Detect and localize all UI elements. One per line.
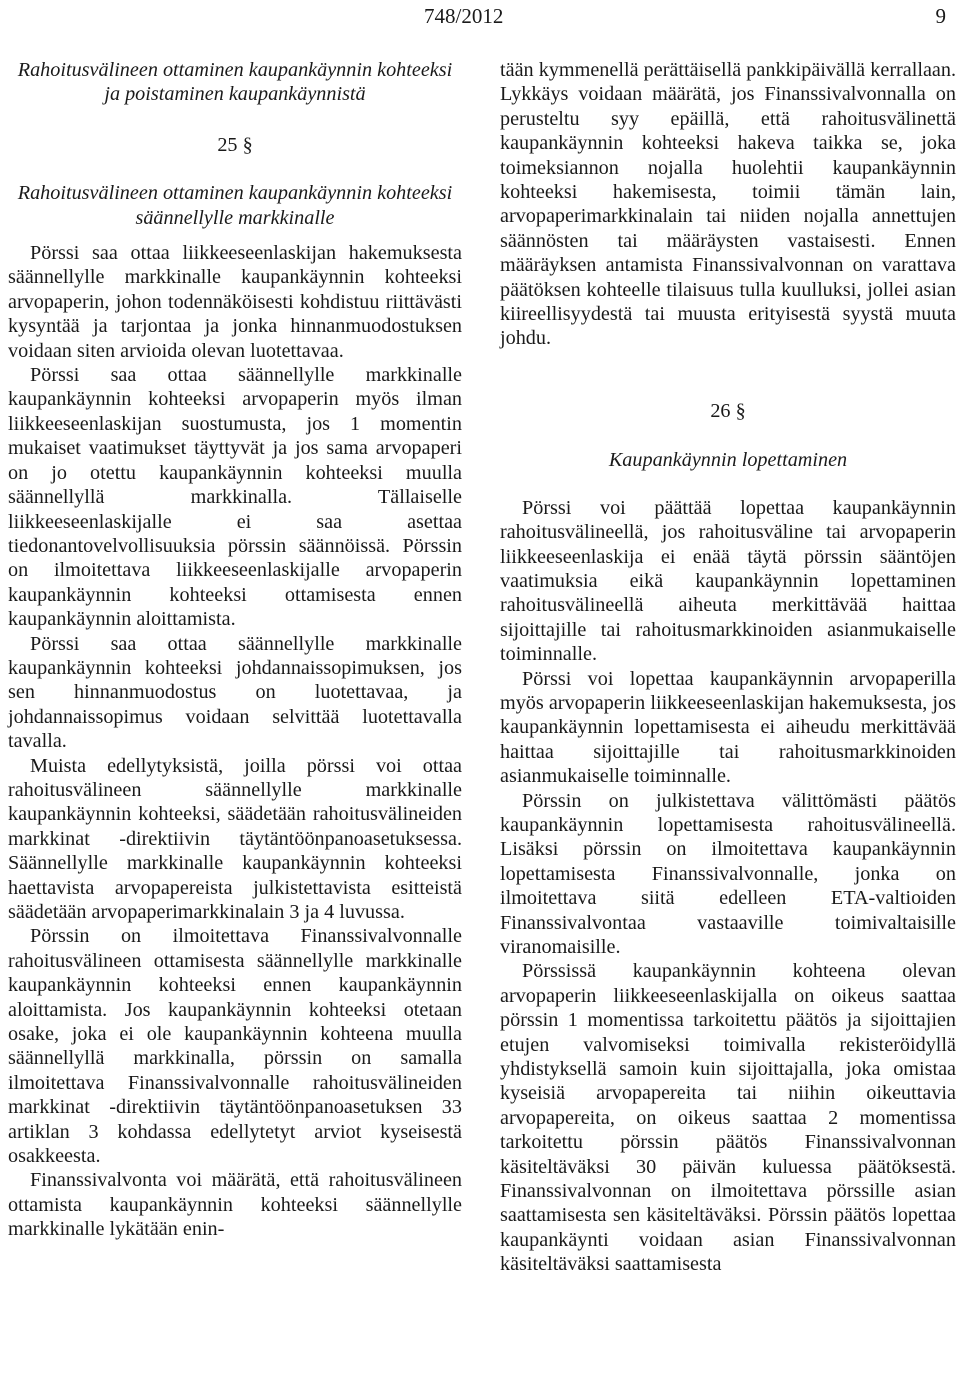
- paragraph: Pörssi saa ottaa säännellylle markkinalle kaupankäynnin kohteeksi johdannaissopimuksen, jos sen hinnanmuodostus on luotettavaa, ja johdannaissopimus voidaan selvittää luotettavalla tavalla.: [8, 632, 462, 753]
- paragraph-continuation: tään kymmenellä perättäisellä pankkipäivällä kerrallaan. Lykkäys voidaan määrätä, jos Finanssivalvonnalla on perusteltu syy epäillä, että rahoitusvälinettä kaupankäynnin kohteeksi hakeva taikka se, joka toimeksiannon nojalla huolehtii kaupankäynnin kohteeksi hakemisesta, toimii tämän lain, arvopaperimarkkinalain tai niiden nojalla annettujen säännösten tai määräysten vastaisesti. Ennen määräyksen antamista Finanssivalvonnan on varattava päätöksen kohteelle tilaisuus tulla kuulluksi, jollei asian kiireellisyydestä tai muusta erityisestä syystä muuta johdu.: [500, 59, 956, 350]
- document-number: 748/2012: [424, 4, 504, 28]
- section-title: Kaupankäynnin lopettaminen: [608, 449, 848, 472]
- left-column: [8, 58, 462, 1242]
- section-title: Rahoitusvälineen ottaminen kaupankäynnin kohteeksi säännellylle markkinalle: [17, 182, 453, 229]
- paragraph: Muista edellytyksistä, joilla pörssi voi ottaa rahoitusvälineen säännellylle markkinalle kaupankäynnin kohteeksi, säädetään rahoitusvälineiden markkinat -direktiivin täytäntöönpanoasetuksessa. Säännellylle markkinalle kaupankäynnin kohteeksi haettavista arvopapereista julkistettavista esitteistä säädetään arvopaperimarkkinalain 3 ja 4 luvussa.: [8, 754, 462, 923]
- right-column: [500, 58, 956, 1277]
- paragraph: Pörssin on julkistettava välittömästi päätös kaupankäynnin lopettamisesta rahoitusvälineellä. Lisäksi pörssin on ilmoitettava kaupankäynnin lopettamisesta Finanssivalvonnalle, jonka on ilmoitettava siitä edelleen ETA-valtioiden Finanssivalvontaa vastaaville toimivaltaisille viranomaisille.: [500, 789, 956, 958]
- paragraph: Pörssi saa ottaa säännellylle markkinalle kaupankäynnin kohteeksi arvopaperin myös ilman liikkeeseenlaskijan suostumusta, jos 1 momentin mukaiset vaatimukset täyttyvät ja jos sama arvopaperi on jo otettu kaupankäynnin kohteeksi muulla säännellyllä markkinalla. Tällaiselle liikkeeseenlaskijalle ei saa asettaa tiedonantovelvollisuuksia pörssin säännöissä. Pörssin on ilmoitettava liikkeeseenlaskijalle arvopaperin kaupankäynnin kohteeksi ottamisesta ennen kaupankäynnin aloittamista.: [8, 364, 462, 631]
- paragraph: Pörssin on ilmoitettava Finanssivalvonnalle rahoitusvälineen ottamisesta säännellylle markkinalle kaupankäynnin kohteeksi ennen kaupankäynnin aloittamista. Jos kaupankäynnin kohteeksi otetaan osake, joka ei ole kaupankäynnin kohteena muulla säännellyllä markkinalla, pörssin on samalla ilmoitettava Finanssivalvonnalle rahoitusvälineiden markkinat -direktiivin täytäntöönpanoasetuksen 33 artiklan 3 kohdassa edellytetyt arviot kyseisestä osakkeesta.: [8, 925, 462, 1168]
- paragraph: Pörssi voi lopettaa kaupankäynnin arvopaperilla myös arvopaperin liikkeeseenlaskijan hakemuksesta, jos kaupankäynnin lopettamisesta ei aiheudu merkittävää haittaa sijoittajille tai rahoitusmarkkinoiden asianmukaiselle toiminnalle.: [500, 667, 956, 788]
- section-number: 26 §: [710, 399, 746, 422]
- chapter-heading: Rahoitusvälineen ottaminen kaupankäynnin kohteeksi ja poistaminen kaupankäynnistä: [17, 59, 453, 106]
- paragraph: Pörssi saa ottaa liikkeeseenlaskijan hakemuksesta säännellylle markkinalle kaupankäynnin kohteeksi arvopaperin, johon todennäköisesti kohdistuu riittävästi kysyntää ja tarjontaa ja jonka hinnanmuodostuksen voidaan siten arvioida olevan luotettavaa.: [8, 242, 462, 362]
- section-number: 25 §: [217, 133, 253, 156]
- page-header: [0, 0, 960, 34]
- paragraph: Finanssivalvonta voi määrätä, että rahoitusvälineen ottamista kaupankäynnin kohteeksi säännellylle markkinalle lykätään enin-: [8, 1169, 462, 1241]
- page-number: 9: [935, 4, 946, 28]
- paragraph: Pörssissä kaupankäynnin kohteena olevan arvopaperin liikkeeseenlaskijalla on oikeus saattaa pörssin 1 momentissa tarkoitettu päätös ja sijoittajien etujen valvomiseksi toimivalla rekisteröidyllä yhdistyksellä samoin kuin sijoittajalla, joka omistaa kyseisiä arvopapereita tai niihin oikeuttavia arvopapereita, on oikeus saattaa 2 momentissa tarkoitettu pörssin päätös Finanssivalvonnan käsiteltäväksi 30 päivän kuluessa päätöksestä. Finanssivalvonnan on ilmoitettava pörssille asian saattamisesta sen käsiteltäväksi. Pörssin päätös lopettaa kaupankäynti voidaan asian Finanssivalvonnan käsiteltäväksi saattamisesta: [500, 960, 956, 1276]
- paragraph: Pörssi voi päättää lopettaa kaupankäynnin rahoitusvälineellä, jos rahoitusväline tai arvopaperin liikkeeseenlaskija ei enää täytä pörssin sääntöjen vaatimuksia eikä kaupankäynnin lopettaminen rahoitusvälineellä aiheuta merkittävää haittaa sijoittajille tai rahoitusmarkkinoiden asianmukaiselle toiminnalle.: [500, 496, 956, 666]
